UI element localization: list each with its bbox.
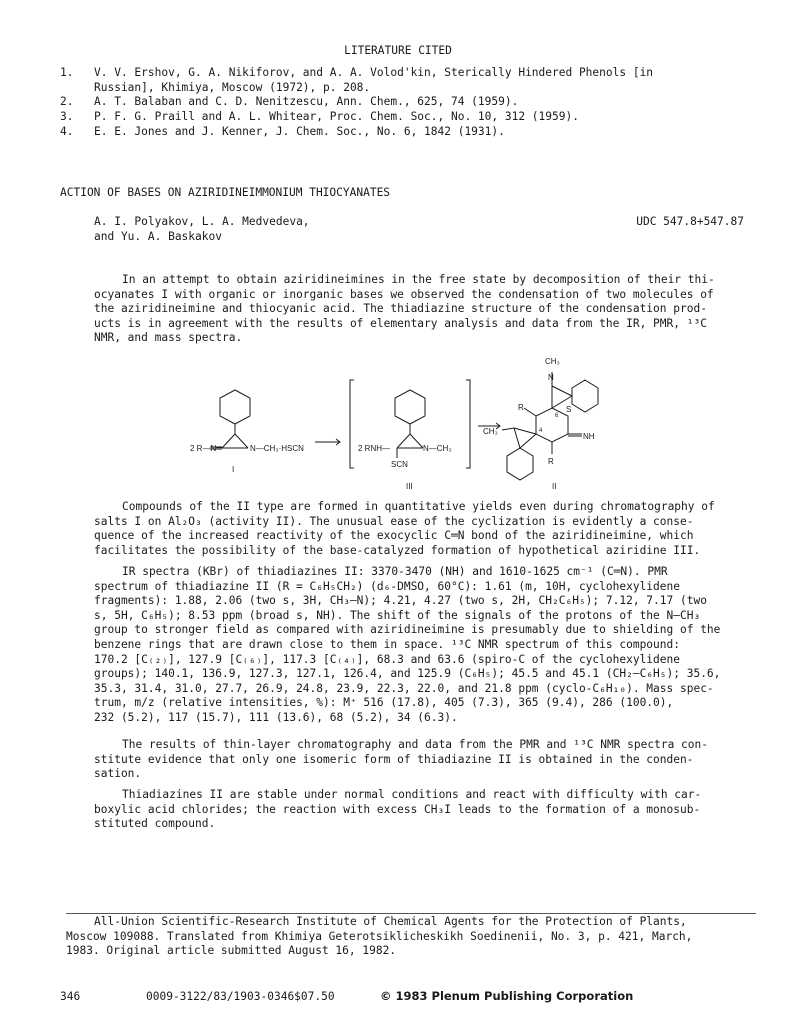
reference-text: A. T. Balaban and C. D. Nenitzescu, Ann. Chem., 625, 74 (1959). — [94, 95, 519, 108]
text-line: NMR, and mass spectra. — [94, 331, 243, 345]
compound-ii-ch3-left: CH₃ — [483, 427, 498, 436]
text-line: the aziridineimine and thiocyanic acid. The thiadiazine structure of the condensation prod- — [94, 302, 707, 316]
compound-ii-pos4: 4 — [539, 428, 543, 434]
paragraph-spectra — [94, 565, 744, 726]
compound-iii-structure — [395, 390, 425, 458]
text-line: trum, m/z (relative intensities, %): M⁺ 516 (17.8), 405 (7.3), 365 (9.4), 286 (100.0), — [94, 696, 674, 710]
authors — [94, 215, 494, 244]
compound-iii-number: III — [406, 482, 413, 491]
reference-number: 2. — [60, 95, 74, 108]
text-line: ucts is in agreement with the results of elementary analysis and data from the IR, PMR, ¹³C — [94, 316, 707, 330]
compound-iii-right-label: N—CH₃ — [423, 444, 452, 453]
text-line: facilitates the possibility of the base-catalyzed formation of hypothetical aziridine III. — [94, 543, 701, 557]
paragraph-intro — [94, 273, 744, 346]
compound-i-structure — [210, 390, 250, 449]
authors-line: and Yu. A. Baskakov — [94, 229, 222, 243]
text-line: ocyanates I with organic or inorganic bases we observed the condensation of two molecules of — [94, 287, 714, 301]
text-line: 35.3, 31.4, 31.0, 27.7, 26.9, 24.8, 23.9, 22.3, 22.0, and 21.8 ppm (cyclo-C₆H₁₀). Mass spec- — [94, 681, 714, 695]
text-line: groups); 140.1, 136.9, 127.3, 127.1, 126.4, and 125.9 (C₆H₅); 45.5 and 45.1 (CH₂—C₆H₅); 35.6, — [94, 667, 721, 681]
text-line: sation. — [94, 767, 142, 781]
compound-ii-n-top: N — [548, 373, 554, 382]
footer-divider — [66, 913, 756, 914]
text-line: quence of the increased reactivity of the exocyclic C═N bond of the aziridineimine, which — [94, 529, 694, 543]
reference-text: P. F. G. Praill and A. L. Whitear, Proc. Chem. Soc., No. 10, 312 (1959). — [94, 110, 579, 123]
reference-text — [94, 66, 749, 95]
compound-i-right-label: N—CH₃·HSCN — [250, 444, 304, 453]
footer-line: 1983. Original article submitted August 16, 1982. — [66, 944, 397, 958]
text-line: fragments): 1.88, 2.06 (two s, 3H, CH₃—N); 4.21, 4.27 (two s, 2H, CH₂C₆H₅); 7.12, 7.17 (two — [94, 594, 707, 608]
reaction-scheme — [190, 350, 610, 495]
footer-note — [66, 915, 756, 959]
text-line: The results of thin-layer chromatography and data from the PMR and ¹³C NMR spectra con- — [122, 738, 708, 751]
text-line: boxylic acid chlorides; the reaction with excess CH₃I leads to the formation of a monosub- — [94, 802, 701, 816]
paragraph-stability — [94, 788, 744, 832]
compound-ii-r-bottom: R — [548, 457, 554, 466]
footer-line: All-Union Scientific-Research Institute of Chemical Agents for the Protection of Plants, — [94, 915, 687, 928]
text-line: In an attempt to obtain aziridineimines in the free state by decomposition of their thi- — [122, 273, 715, 286]
paragraph-cyclization — [94, 500, 744, 558]
text-line: group to stronger field as compared with aziridineimine is presumably due to shielding of the — [94, 623, 721, 637]
text-line: 170.2 [C₍₂₎], 127.9 [C₍₆₎], 117.3 [C₍₄₎], 68.3 and 63.6 (spiro-C of the cyclohexylidene — [94, 652, 680, 666]
reference-number: 3. — [60, 110, 74, 123]
text-line: stitute evidence that only one isomeric form of thiadiazine II is obtained in the conden- — [94, 752, 694, 766]
literature-cited-heading: LITERATURE CITED — [344, 44, 452, 57]
reference-number: 4. — [60, 125, 74, 138]
article-title: ACTION OF BASES ON AZIRIDINEIMMONIUM THIOCYANATES — [60, 186, 391, 199]
text-line: salts I on Al₂O₃ (activity II). The unusual ease of the cyclization is evidently a conse- — [94, 514, 694, 528]
compound-ii-r-top: R — [518, 403, 524, 412]
compound-ii-s-label: S — [566, 405, 572, 414]
text-line: s, 5H, C₆H₅); 8.53 ppm (broad s, NH). The shift of the signals of the protons of the N—CH₃ — [94, 608, 701, 622]
footer-line: Moscow 109088. Translated from Khimiya Geterotsiklicheskikh Soedinenii, No. 3, p. 421, March, — [66, 929, 693, 943]
article-code: 0009-3122/83/1903-0346$07.50 — [146, 990, 335, 1003]
text-line: stituted compound. — [94, 817, 216, 831]
text-line: Thiadiazines II are stable under normal conditions and react with difficulty with car- — [122, 788, 702, 801]
text-line: Compounds of the II type are formed in quantitative yields even during chromatography of — [122, 500, 715, 513]
copyright-notice: © 1983 Plenum Publishing Corporation — [380, 989, 634, 1003]
udc-code: UDC 547.8+547.87 — [636, 215, 744, 228]
compound-iii-left-label: 2 RNH— — [358, 444, 391, 453]
reference-line: Russian], Khimiya, Moscow (1972), p. 208. — [94, 80, 371, 94]
reference-text: E. E. Jones and J. Kenner, J. Chem. Soc., No. 6, 1842 (1931). — [94, 125, 505, 138]
text-line: IR spectra (KBr) of thiadiazines II: 3370-3470 (NH) and 1610-1625 cm⁻¹ (C═N). PMR — [122, 565, 668, 578]
compound-ii-number: II — [552, 482, 557, 491]
compound-ii-ch3-top: CH₃ — [545, 357, 560, 366]
compound-ii-nh-label: NH — [583, 432, 595, 441]
compound-i-number: I — [232, 465, 235, 474]
compound-i-left-label: 2 R—N═ — [190, 444, 222, 453]
page-number: 346 — [60, 990, 81, 1003]
reference-number: 1. — [60, 66, 74, 79]
paragraph-tlc — [94, 738, 744, 782]
authors-line: A. I. Polyakov, L. A. Medvedeva, — [94, 215, 310, 228]
compound-ii-pos6: 6 — [555, 413, 559, 419]
text-line: 232 (5.2), 117 (15.7), 111 (13.6), 68 (5.2), 34 (6.3). — [94, 710, 458, 724]
reference-line: V. V. Ershov, G. A. Nikiforov, and A. A. Volod'kin, Sterically Hindered Phenols [in — [94, 66, 654, 79]
compound-iii-scn-label: SCN — [391, 460, 408, 469]
text-line: spectrum of thiadiazine II (R = C₆H₅CH₂) (d₆-DMSO, 60°C): 1.61 (m, 10H, cyclohexylidene — [94, 579, 680, 593]
text-line: benzene rings that are drawn close to them in space. ¹³C NMR spectrum of this compound: — [94, 637, 680, 651]
